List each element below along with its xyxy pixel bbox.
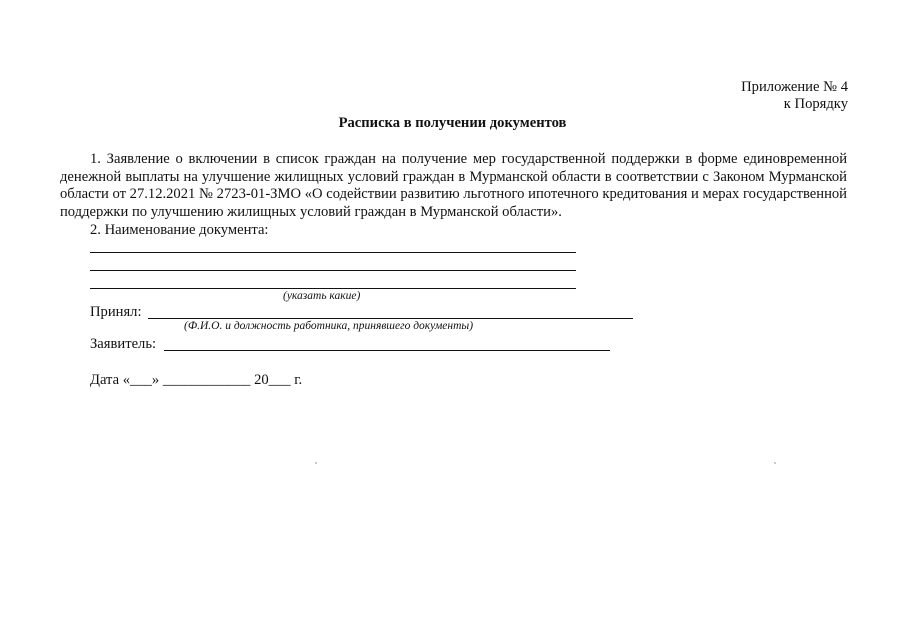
item-1-paragraph: 1. Заявление о включении в список граждан на получение мер государственной поддержки в форме единовременной денежной выплаты на улучшение жилищных условий граждан в Мурманской области в соответствии с Законом Мурманской области от 27.12.2021 № 2723-01-ЗМО «О содействии развитию льготного ипотечного кредитования и мерах государственной поддержки по улучшению жилищных условий граждан в Мурманской области».: [60, 151, 847, 220]
scan-speck: [774, 462, 776, 464]
accepted-label: Принял:: [90, 304, 142, 320]
appendix-reference: к Порядку: [783, 96, 848, 112]
scan-speck: [315, 462, 317, 464]
document-name-line-1: [90, 252, 576, 253]
date-line: Дата «___» ____________ 20___ г.: [90, 372, 303, 388]
applicant-label: Заявитель:: [90, 336, 157, 352]
item-2-label: 2. Наименование документа:: [90, 222, 269, 238]
appendix-header: [741, 79, 848, 113]
specify-hint: (указать какие): [283, 290, 361, 302]
document-name-line-3: [90, 288, 576, 289]
appendix-number: Приложение № 4: [741, 79, 848, 95]
accepted-hint: (Ф.И.О. и должность работника, принявшего документы): [184, 320, 474, 332]
document-name-line-2: [90, 270, 576, 271]
applicant-signature-line: [164, 350, 610, 351]
document-title: Расписка в получении документов: [338, 115, 567, 131]
accepted-signature-line: [148, 318, 633, 319]
